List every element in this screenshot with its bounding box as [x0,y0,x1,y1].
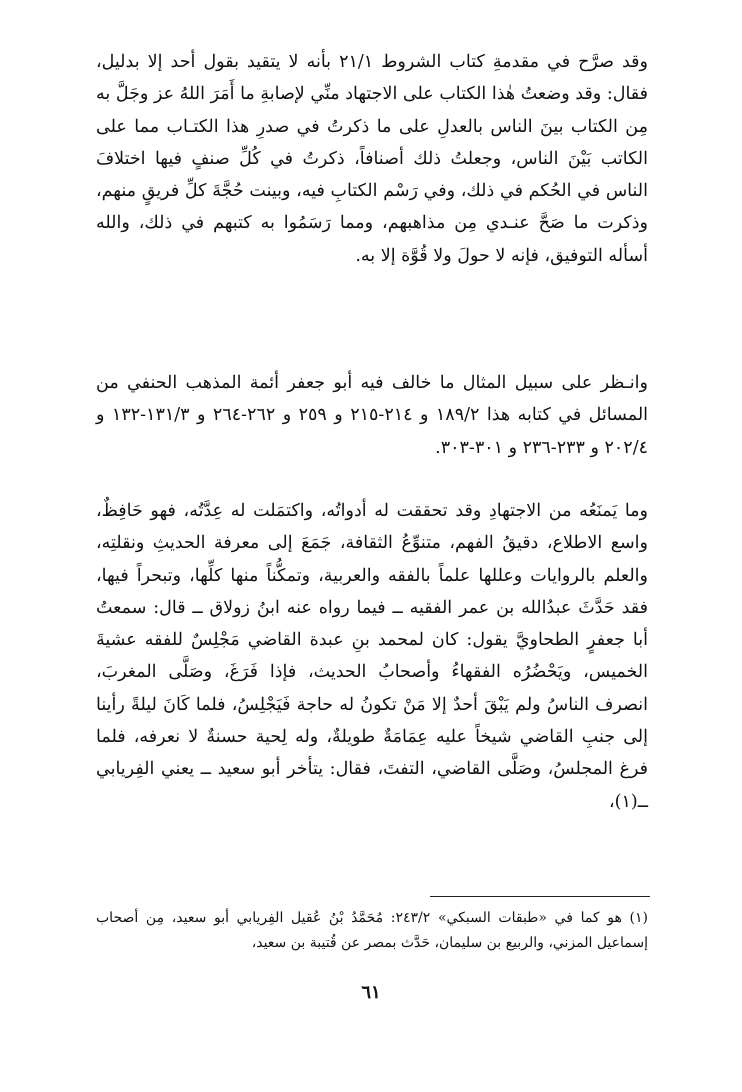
footnote: (١) هو كما في «طبقات السبكي» ٢٤٣/٢: مُحَمَّدُ بْنُ عُقيل الفِريابي أبو سعيد، مِن أصحاب إسماعيل المزني، والربيع بن سليمان، حَدَّث بمصر عن قُتيبة بن سعيد، [96,910,648,951]
footnote-separator [430,896,650,897]
page-number: ٦١ [361,982,381,1003]
paragraph-hanafi-examples: وانـظر على سبيل المثال ما خالف فيه أبو جعفر أئمة المذهب الحنفي من المسائل في كتابه هذا ١٨٩/٢ و ٢١٤-٢١٥ و ٢٥٩ و ٢٦٢-٢٦٤ و ١٣١/٣-١٣٢ و ٢٠٢/٤ و ٢٣٣-٢٣٦ و ٣٠١-٣٠٣. [96,373,649,458]
paragraph-ijtihad-qualities: وما يَمنَعُه من الاجتهادِ وقد تحققت له أدواتُه، واكتمَلت له عِدَّتُه، فهو حَافِظٌ، واسع الاطلاع، دقيقُ الفهم، متنوِّعُ الثقافة، جَمَعَ إلى معرفة الحديثِ ونقلتِه، والعلم بالروايات وعللها علماً بالفقه والعربية، وتمكُّناً منها كلِّها، وتبحراً فيها، فقد حَدَّثَ عبدُالله بن عمر الفقيه ــ فيما رواه عنه ابنُ زولاق ــ قال: سمعتُ أبا جعفرٍ الطحاويَّ يقول: كان لمحمد بنِ عبدة القاضي مَجْلِسٌ للفقه عشيةَ الخميس، ويَحْضُرُه الفقهاءُ وأصحابُ الحديث، فإذا فَرَغَ، وصَلَّى المغربَ، انصرف الناسُ ولم يَبْقَ أحدٌ إلا مَنْ تكونُ له حاجة فَيَجْلِسُ، فلما كَانَ ليلةً رأينا إلى جنبِ القاضي شيخاً عليه عِمَامَةٌ طويلةٌ، وله لِحية حسنةٌ لا نعرفه، فلما فرغ المجلسُ، وصَلَّى القاضي، التفتَ، فقال: يتأخر أبو سعيد ــ يعني الفِريابي ــ(١)، [96,501,648,812]
paragraph-preface-quote: وقد صرَّح في مقدمةِ كتاب الشروط ٢١/١ بأنه لا يتقيد بقول أحد إلا بدليل، فقال: وقد وضعتُ هٰذا الكتاب على الاجتهاد منِّي لإصابةِ ما أَمَرَ اللهُ عز وجَلَّ به مِن الكتاب بينَ الناس بالعدلِ على ما ذكرتُ في صدرِ هذا الكتـاب مما على الكاتب بَيْنَ الناس، وجعلتُ ذلك أصنافاً، ذكرتُ في كُلِّ صنفٍ فيها اختلافَ الناس في الحُكم في ذلك، وفي رَسْم الكتابِ فيه، وبينت حُجَّةَ كلِّ فريقٍ منهم، وذكرت ما صَحَّ عنـدي مِن مذاهبهم، ومما رَسَمُوا به كتبهم في ذلك، والله أسأله التوفيق، فإنه لا حولَ ولا قُوَّة إلا به. [96,52,648,266]
